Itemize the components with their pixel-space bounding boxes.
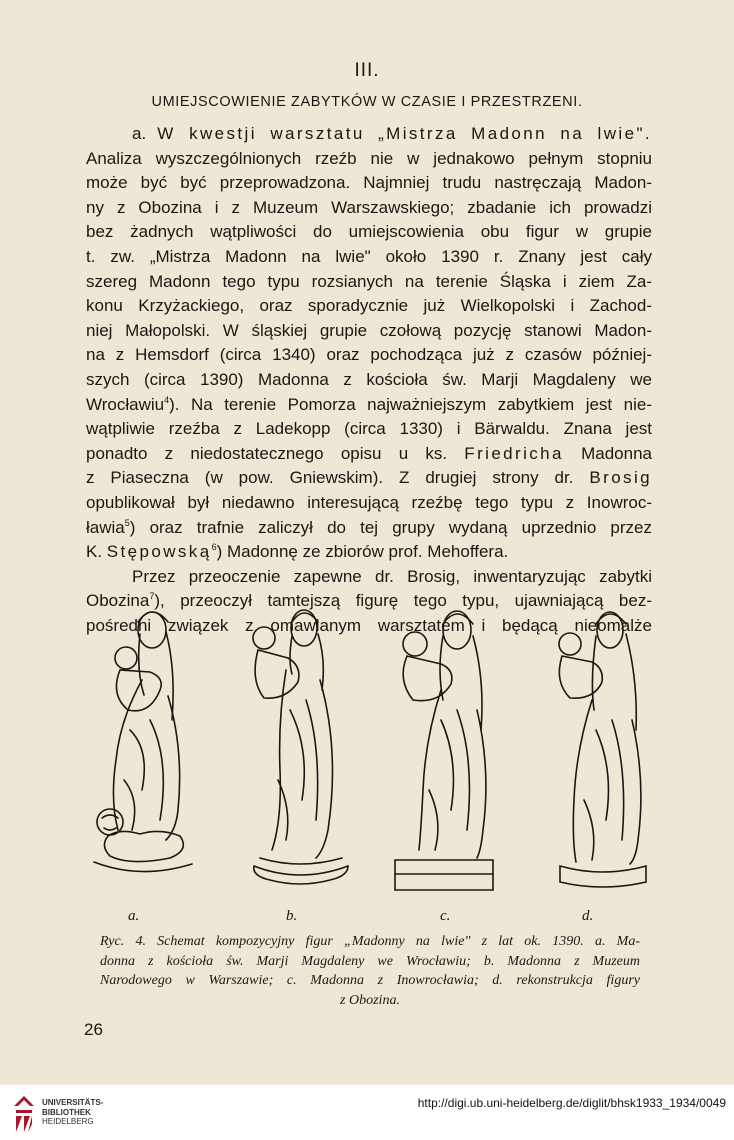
text-line: opublikował był niedawno interesującą rzeźbę tego typu z Inowroc- (86, 492, 652, 512)
chapter-title: UMIEJSCOWIENIE ZABYTKÓW W CZASIE I PRZESTRZENI. (151, 94, 583, 110)
text-line: Przez przeoczenie zapewne dr. Brosig, inwentaryzując zabytki (132, 566, 652, 586)
text-line: Wrocławiu$^4$). Na terenie Pomorza najważniejszym zabytkiem jest nie- (86, 394, 652, 414)
page-number: 26 (84, 1020, 103, 1039)
text-line: Obozina$^7$), przeoczył tamtejszą figurę tego typu, ujawniającą bez- (86, 591, 652, 611)
figure-b-drawing (230, 600, 360, 900)
text-line: pośredni związek z omawianym warsztatem i będącą nieomalże (86, 615, 652, 635)
text-line: na z Hemsdorf (circa 1340) oraz pochodząca już z czasów później- (86, 345, 652, 365)
text-line: ny z Obozina i z Muzeum Warszawskiego; zbadanie ich prowadzi (86, 197, 652, 217)
figure-illustrations (80, 600, 660, 920)
footnote-ref: 4 (164, 394, 170, 405)
text-line: bez żadnych wątpliwości do umiejscowienia obu figur w grupie (86, 222, 652, 242)
text-line: niej Małopolski. W śląskiej grupie czołową pozycję stanowi Madon- (86, 320, 652, 340)
caption-line: donna z kościoła św. Marji Magdaleny we Wrocławiu; b. Madonna z Muzeum (100, 953, 640, 969)
text-line: K. Stępowską$^6$) Madonnę ze zbiorów prof. Mehoffera. (86, 542, 509, 562)
figure-label-c: c. (440, 908, 451, 924)
text-line: t. zw. „Mistrza Madonn na lwie" około 1390 r. Znany jest cały (86, 246, 652, 266)
text-line: ławia$^5$) oraz trafnie zaliczył do tej grupy wydaną uprzednio przez (86, 517, 652, 537)
text-line: szych (circa 1390) Madonna z kościoła św. Marji Magdaleny we (86, 369, 652, 389)
text-line: Analiza wyszczególnionych rzeźb nie w jednakowo pełnym stopniu (86, 148, 652, 168)
caption-line: Narodowego w Warszawie; c. Madonna z Inowrocławia; d. rekonstrukcja figury (100, 973, 640, 988)
text-line: ponadto z niedostatecznego opisu u ks. Friedricha Madonna (86, 443, 652, 463)
figure-caption (100, 932, 640, 1010)
text-line: szereg Madonn tego typu rozsianych na terenie Śląska i ziem Za- (86, 271, 652, 291)
footnote-ref: 7 (149, 591, 155, 602)
text-line: konu Krzyżackiego, oraz sporadycznie już Wielkopolski i Zachod- (86, 296, 652, 316)
caption-line: Ryc. 4. Schemat kompozycyjny figur „Madonny na lwie" z lat ok. 1390. a. Ma- (100, 934, 640, 949)
source-url-link[interactable]: http://digi.ub.uni-heidelberg.de/diglit/bhsk1933_1934/0049 (417, 1096, 726, 1110)
footnote-ref: 6 (211, 542, 217, 553)
figure-d-drawing (542, 600, 660, 900)
viewer-footer (0, 1085, 734, 1140)
figure-label-a: a. (128, 908, 140, 924)
body-text (86, 122, 652, 638)
footnote-ref: 5 (124, 517, 130, 528)
caption-line: z Obozina. (340, 992, 400, 1008)
university-library-logo-icon (10, 1094, 38, 1134)
text-line: a. W kwestji warsztatu „Mistrza Madonn na lwie". (132, 124, 653, 143)
figure-c-drawing (385, 600, 500, 900)
library-name: UNIVERSITÄTS- BIBLIOTHEK HEIDELBERG (42, 1098, 104, 1126)
text-line: z Piaseczna (w pow. Gniewskim). Z drugiej strony dr. Brosig (86, 468, 652, 488)
figure-label-d: d. (582, 908, 594, 924)
figure-a-drawing (80, 600, 210, 900)
text-line: wątpliwie rzeźba z Ladekopp (circa 1330) i Bärwaldu. Znana jest (86, 419, 652, 439)
text-line: może być być przeprowadzona. Najmniej trudu nastręczają Madon- (86, 173, 652, 193)
chapter-number: III. (354, 60, 380, 81)
figure-label-b: b. (286, 908, 298, 924)
